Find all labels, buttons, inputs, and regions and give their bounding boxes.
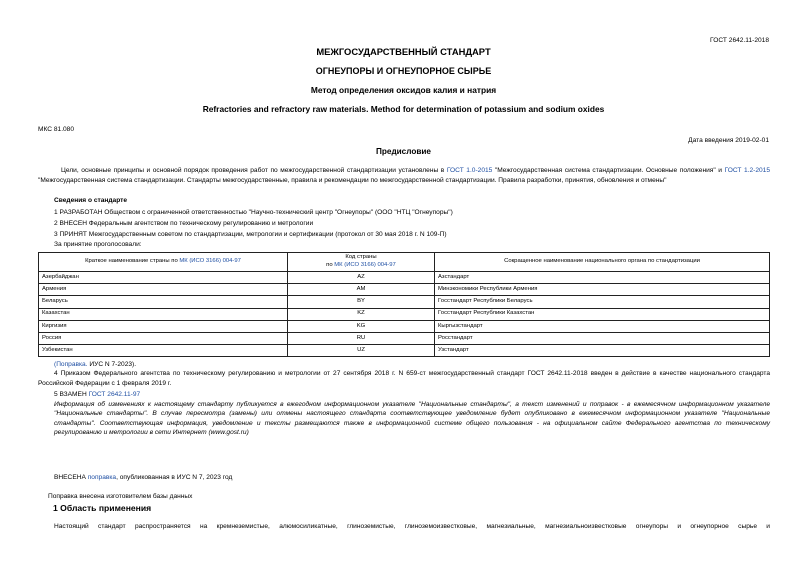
item-submitted: 2 ВНЕСЕН Федеральным агентством по техническому регулированию и метрологии bbox=[54, 220, 314, 227]
table-header-row bbox=[39, 253, 770, 272]
mk-iso-code-link[interactable]: МК (ИСО 3166) 004-97 bbox=[334, 262, 396, 268]
foreword-text-end: "Межгосударственная система стандартизации. Стандарты межгосударственные, правила и рекомендации по межгосударственной стандартизации. Правила разработки, принятия, обновления и отмены" bbox=[38, 176, 667, 184]
amendment-note bbox=[54, 473, 232, 483]
country-cell: Беларусь bbox=[39, 296, 288, 308]
col-code-header-text: Код страны bbox=[345, 254, 377, 261]
country-cell: Россия bbox=[39, 332, 288, 344]
amendment-note-link[interactable]: поправка bbox=[87, 474, 117, 481]
table-row bbox=[39, 296, 770, 308]
standards-body-cell: Минэкономики Республики Армения bbox=[435, 284, 770, 296]
amendment-issue: ИУС N 7-2023). bbox=[89, 361, 137, 368]
gost-2642-11-97-link[interactable]: ГОСТ 2642.11-97 bbox=[88, 391, 141, 398]
replaces-label: 5 ВЗАМЕН bbox=[54, 391, 87, 398]
col-country-header-text: Краткое наименование страны по bbox=[85, 258, 178, 265]
code-cell: RU bbox=[288, 332, 435, 344]
table-row bbox=[39, 345, 770, 357]
item-order: 4 Приказом Федерального агентства по техническому регулированию и метрологии от 27 сентября 2018 г. N 659-ст межгосударственный стандарт ГОСТ 2642.11-2018 введен в действие в качестве национального стандарта Российской Федерации с 1 февраля 2019 г. bbox=[38, 370, 770, 387]
standards-body-cell: Азстандарт bbox=[435, 272, 770, 284]
table-row bbox=[39, 320, 770, 332]
section-1-heading: 1 Область применения bbox=[53, 503, 152, 513]
country-cell: Азербайджан bbox=[39, 272, 288, 284]
gost-1-2-link[interactable]: ГОСТ 1.2-2015 bbox=[724, 167, 770, 174]
gost-1-0-link[interactable]: ГОСТ 1.0-2015 bbox=[446, 167, 493, 174]
change-notice: Информация об изменениях к настоящему стандарту публикуется в ежегодном информационном указателе "Национальные стандарты", а текст изменений и поправок - в ежемесячном информационном указателе "Национальные стандарты". В случае пересмотра (замены) или отмены настоящего стандарта соответствующее уведомление будет опубликовано в ежемесячном информационном указателе "Национальные стандарты". Соответствующая информация, уведомление и тексты размещаются также в информационной системе общего пользования - на официальном сайте Федерального агентства по техническому регулированию и метрологии в сети Интернет (www.gost.ru) bbox=[54, 401, 770, 437]
doc-number: ГОСТ 2642.11-2018 bbox=[710, 37, 769, 44]
country-cell: Узбекистан bbox=[39, 345, 288, 357]
code-cell: AM bbox=[288, 284, 435, 296]
table-row bbox=[39, 308, 770, 320]
foreword-text-start: Цели, основные принципы и основной порядок проведения работ по межгосударственной стандартизации установлены в bbox=[61, 167, 445, 174]
col-country-header bbox=[39, 253, 288, 272]
subtitle-ru: Метод определения оксидов калия и натрия bbox=[310, 85, 497, 95]
item-adopted: 3 ПРИНЯТ Межгосударственным советом по стандартизации, метрологии и сертификации (протокол от 30 мая 2018 г. N 109-П) bbox=[54, 231, 447, 238]
table-row bbox=[39, 332, 770, 344]
standards-body-cell: Кыргызстандарт bbox=[435, 320, 770, 332]
code-cell: BY bbox=[288, 296, 435, 308]
code-cell: UZ bbox=[288, 345, 435, 357]
intro-date: Дата введения 2019-02-01 bbox=[688, 137, 769, 144]
standards-body-cell: Госстандарт Республики Беларусь bbox=[435, 296, 770, 308]
country-cell: Казахстан bbox=[39, 308, 288, 320]
standards-body-cell: Узстандарт bbox=[435, 345, 770, 357]
voted-for: За принятие проголосовали: bbox=[54, 241, 142, 248]
voting-states-table bbox=[38, 252, 770, 357]
foreword-text-mid: "Межгосударственная система стандартизации. Основные положения" и bbox=[494, 167, 722, 174]
foreword-paragraph bbox=[38, 166, 770, 185]
amendment-prefix: ВНЕСЕНА bbox=[54, 474, 86, 481]
mk-iso-link[interactable]: МК (ИСО 3166) 004-97 bbox=[179, 258, 241, 265]
amendment-suffix: , опубликованная в ИУС N 7, 2023 год bbox=[116, 474, 233, 481]
col-code-header bbox=[288, 253, 435, 272]
mks-code: МКС 81.080 bbox=[38, 126, 75, 133]
country-cell: Киргизия bbox=[39, 320, 288, 332]
col-body-header: Сокращенное наименование национального органа по стандартизации bbox=[435, 253, 770, 272]
standard-type: МЕЖГОСУДАРСТВЕННЫЙ СТАНДАРТ bbox=[316, 46, 491, 57]
title-ru: ОГНЕУПОРЫ И ОГНЕУПОРНОЕ СЫРЬЕ bbox=[315, 66, 492, 76]
standards-body-cell: Росстандарт bbox=[435, 332, 770, 344]
standard-info-heading: Сведения о стандарте bbox=[54, 197, 128, 204]
country-cell: Армения bbox=[39, 284, 288, 296]
table-row bbox=[39, 284, 770, 296]
maker-note: Поправка внесена изготовителем базы данных bbox=[48, 493, 193, 500]
code-cell: KZ bbox=[288, 308, 435, 320]
standards-body-cell: Госстандарт Республики Казахстан bbox=[435, 308, 770, 320]
section-1-text: Настоящий стандарт распространяется на кремнеземистые, алюмосиликатные, глиноземистые, глиноземоизвестковые, магнезиальные, магнезиальноизвестковые огнеупоры и огнеупорное сырье и bbox=[54, 523, 770, 530]
code-cell: AZ bbox=[288, 272, 435, 284]
amendment-link[interactable]: (Поправка. bbox=[54, 361, 88, 368]
title-en: Refractories and refractory raw materials. Method for determination of potassium and sodium oxides bbox=[202, 104, 605, 114]
code-cell: KG bbox=[288, 320, 435, 332]
item-developed: 1 РАЗРАБОТАН Обществом с ограниченной ответственностью "Научно-технический центр "Огнеупоры" (ООО "НТЦ "Огнеупоры") bbox=[54, 209, 453, 216]
item-replaces bbox=[54, 390, 140, 400]
table-row bbox=[39, 272, 770, 284]
col-code-header-by: по bbox=[326, 262, 333, 268]
foreword-heading: Предисловие bbox=[376, 147, 431, 156]
